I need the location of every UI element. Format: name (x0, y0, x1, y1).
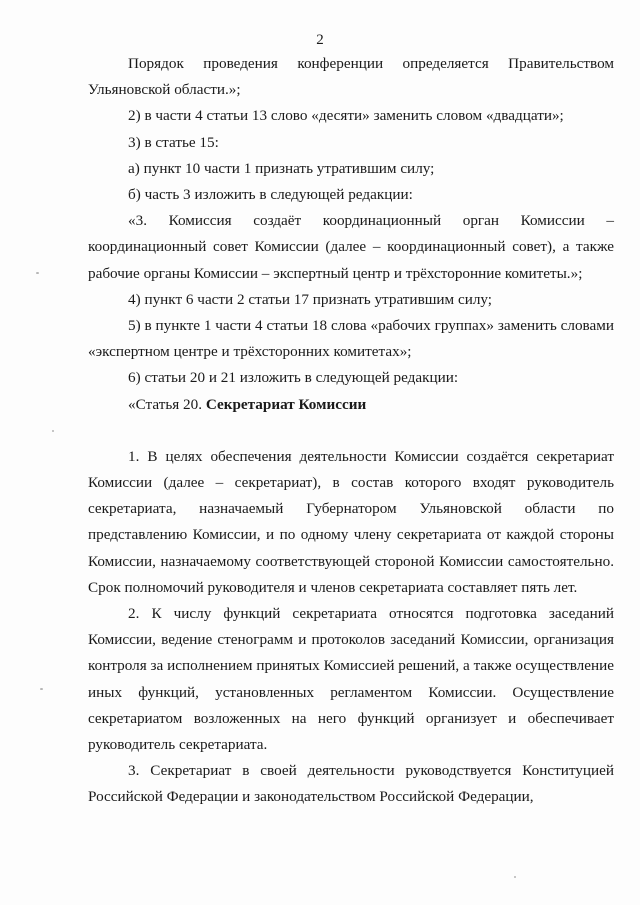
scan-speck (52, 430, 54, 432)
article-heading (88, 392, 614, 418)
paragraph: 4) пункт 6 части 2 статьи 17 признать утратившим силу; (128, 290, 493, 308)
page-number: 2 (316, 32, 324, 48)
paragraph: 6) статьи 20 и 21 изложить в следующей редакции: (128, 369, 459, 387)
paragraph: а) пункт 10 части 1 признать утратившим силу; (128, 159, 435, 177)
article-heading-title: Секретариат Комиссии (205, 395, 367, 413)
article-heading-prefix: «Статья 20. (128, 395, 206, 413)
article-paragraph: 3. Секретариат в своей деятельности руководствуется Конституцией Российской Федерации и законодательством Российской Федерации, (88, 762, 614, 806)
scan-speck (40, 688, 43, 690)
paragraph: «3. Комиссия создаёт координационный орган Комиссии – координационный совет Комиссии (далее – координационный совет), а также рабочие органы Комиссии – экспертный центр и трёхсторонние комитеты.»; (88, 212, 614, 282)
article-paragraph: 2. К числу функций секретариата относятся подготовка заседаний Комиссии, ведение стенограмм и протоколов заседаний Комиссии, организация контроля за исполнением принятых Комиссией решений, а также осуществление иных функций, установленных регламентом Комиссии. Осуществление секретариатом возложенных на него функций организует и обеспечивает руководитель секретариата. (88, 605, 614, 754)
article-paragraph: 1. В целях обеспечения деятельности Комиссии создаётся секретариат Комиссии (далее – секретариат), в состав которого входят руководитель секретариата, назначаемый Губернатором Ульяновской области по представлению Комиссии, и по одному члену секретариата от каждой стороны Комиссии, назначаемому соответствующей стороной Комиссии самостоятельно. Срок полномочий руководителя и членов секретариата составляет пять лет. (88, 447, 614, 596)
paragraph: 5) в пункте 1 части 4 статьи 18 слова «рабочих группах» заменить словами «экспертном центре и трёхсторонних комитетах»; (88, 317, 614, 361)
scan-speck (514, 876, 516, 878)
paragraph: 2) в части 4 статьи 13 слово «десяти» заменить словом «двадцати»; (128, 107, 564, 125)
document-body (88, 51, 614, 811)
paragraph: Порядок проведения конференции определяется Правительством Ульяновской области.»; (88, 55, 614, 99)
scan-speck (36, 272, 39, 274)
paragraph: б) часть 3 изложить в следующей редакции: (128, 186, 413, 204)
paragraph: 3) в статье 15: (128, 133, 219, 151)
